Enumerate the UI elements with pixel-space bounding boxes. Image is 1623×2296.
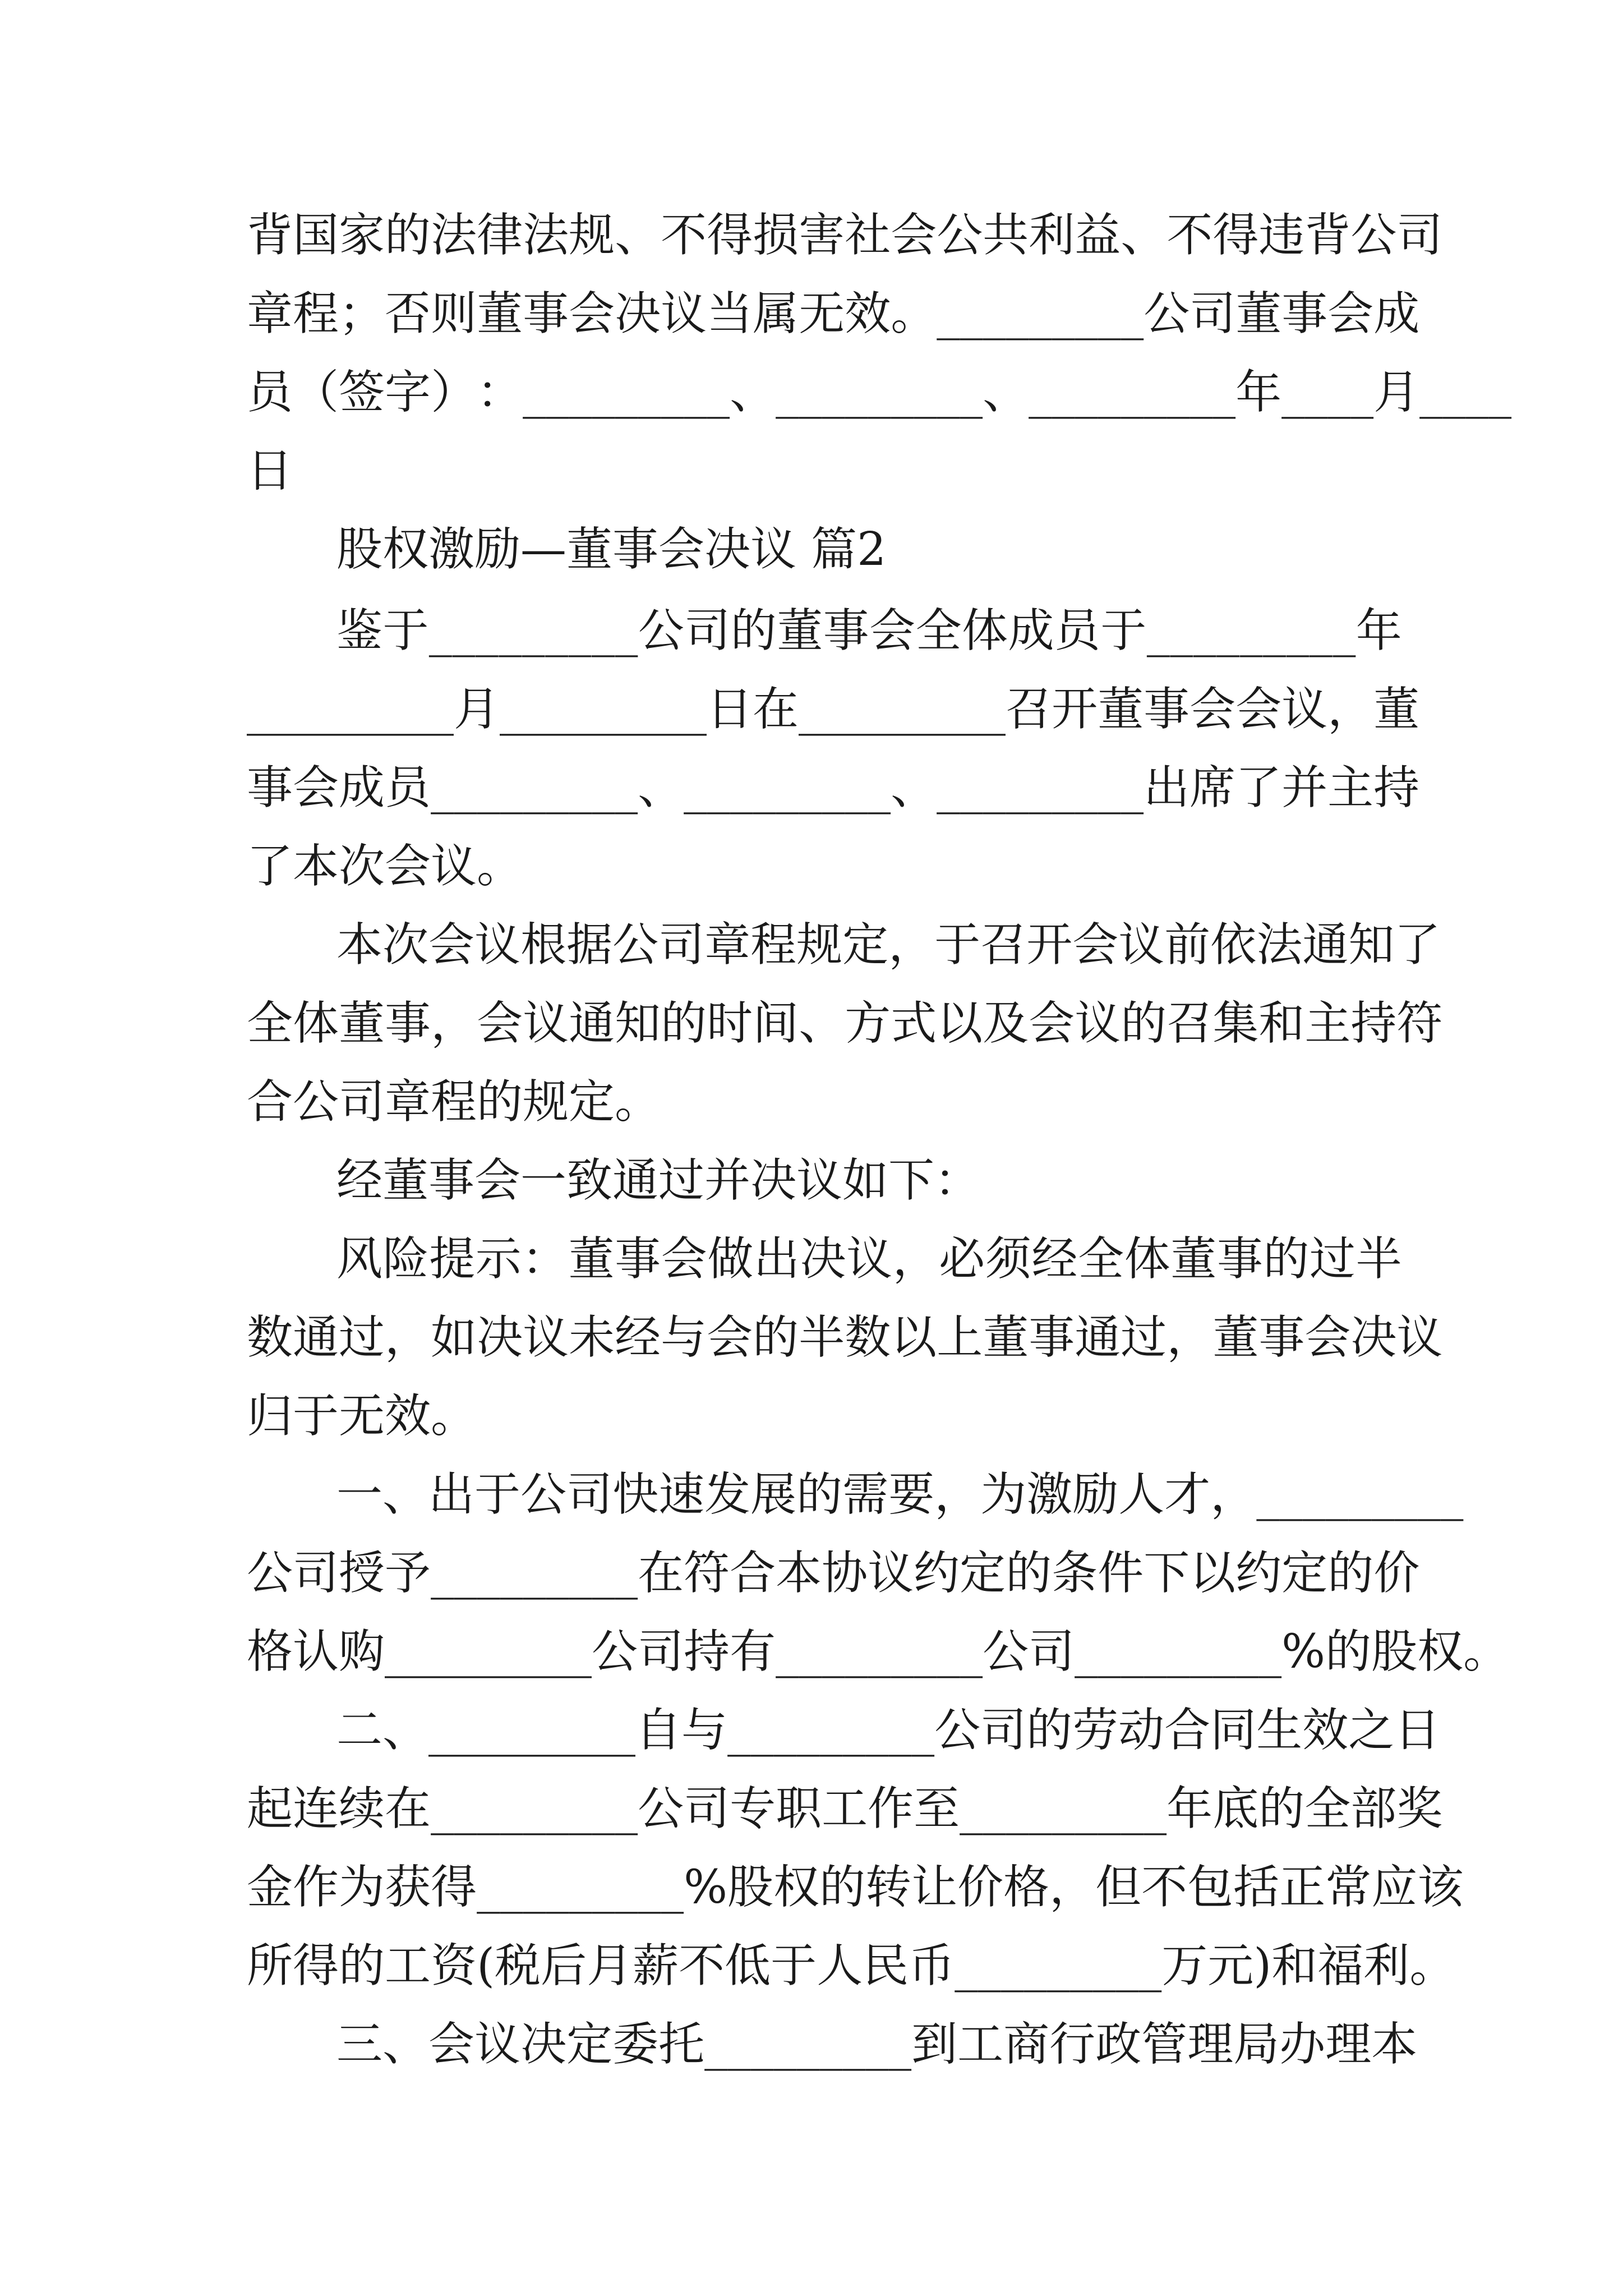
text-line: 风 险 提 示 ： 董 事 会 做 出 决 议 ， 必 须 经 全 体 董 事 的 过 半: [336, 1232, 1402, 1286]
text-line: 二 、 _ _ _ _ _ _ _ _ _ 自 与 _ _ _ _ _ _ _ _ _ 公 司 的 劳 动 合 同 生 效 之 日: [336, 1704, 1441, 1757]
section-heading: 股权激励—董事会决议 篇2: [336, 523, 887, 576]
text-line: 公 司 授 予 _ _ _ _ _ _ _ _ _ 在 符 合 本 协 议 约 定 的 条 件 下 以 约 定 的 价: [247, 1547, 1420, 1600]
text-line: _ _ _ _ _ _ _ _ _ 月 _ _ _ _ _ _ _ _ _ 日 在 _ _ _ _ _ _ _ _ _ 召 开 董 事 会 会 议 ， 董: [247, 683, 1420, 736]
text-line: 章 程 ； 否 则 董 事 会 决 议 当 属 无 效 。 _ _ _ _ _ _ _ _ _ 公 司 董 事 会 成: [247, 287, 1420, 341]
text-line: 一 、 出 于 公 司 快 速 发 展 的 需 要 ， 为 激 励 人 才 ， _ _ _ _ _ _ _ _ _: [336, 1468, 1464, 1521]
text-line: 起 连 续 在 _ _ _ _ _ _ _ _ _ 公 司 专 职 工 作 至 _ _ _ _ _ _ _ _ _ 年 底 的 全 部 奖: [247, 1782, 1443, 1835]
text-line: 经董事会一致通过并决议如下：: [336, 1154, 981, 1207]
text-line: 格 认 购 _ _ _ _ _ _ _ _ _ 公 司 持 有 _ _ _ _ _ _ _ _ _ 公 司 _ _ _ _ _ _ _ _ _ % 的 股 权 。: [247, 1625, 1510, 1678]
text-line: 金 作 为 获 得 _ _ _ _ _ _ _ _ _ % 股 权 的 转 让 价 格 ， 但 不 包 括 正 常 应 该: [247, 1861, 1464, 1914]
text-line: 三 、 会 议 决 定 委 托 _ _ _ _ _ _ _ _ _ 到 工 商 行 政 管 理 局 办 理 本: [336, 2018, 1418, 2071]
text-line: 背 国 家 的 法 律 法 规 、 不 得 损 害 社 会 公 共 利 益 、 不 得 违 背 公 司: [247, 209, 1443, 262]
text-line: 所 得 的 工 资 ( 税 后 月 薪 不 低 于 人 民 币 _ _ _ _ _ _ _ _ _ 万 元 ) 和 福 利 。: [247, 1939, 1456, 1993]
text-line: 事 会 成 员 _ _ _ _ _ _ _ _ _ 、 _ _ _ _ _ _ _ _ _ 、 _ _ _ _ _ _ _ _ _ 出 席 了 并 主 持: [247, 761, 1420, 815]
text-line: 数 通 过 ， 如 决 议 未 经 与 会 的 半 数 以 上 董 事 通 过 ， 董 事 会 决 议: [247, 1311, 1443, 1364]
text-line: 合公司章程的规定。: [247, 1075, 661, 1129]
text-line: 鉴 于 _ _ _ _ _ _ _ _ _ 公 司 的 董 事 会 全 体 成 员 于 _ _ _ _ _ _ _ _ _ 年: [336, 604, 1402, 657]
text-line: 归于无效。: [247, 1389, 477, 1443]
text-line: 员 （ 签 字 ） ： _ _ _ _ _ _ _ _ _ 、 _ _ _ _ _ _ _ _ _ 、 _ _ _ _ _ _ _ _ _ 年 _ _ _ _ 月 _ _ _ _: [247, 366, 1512, 419]
text-line: 了本次会议。: [247, 840, 523, 893]
text-line: 全 体 董 事 ， 会 议 通 知 的 时 间 、 方 式 以 及 会 议 的 召 集 和 主 持 符: [247, 997, 1443, 1050]
text-line: 本 次 会 议 根 据 公 司 章 程 规 定 ， 于 召 开 会 议 前 依 法 通 知 了: [336, 918, 1441, 972]
text-line: 日: [247, 444, 293, 498]
